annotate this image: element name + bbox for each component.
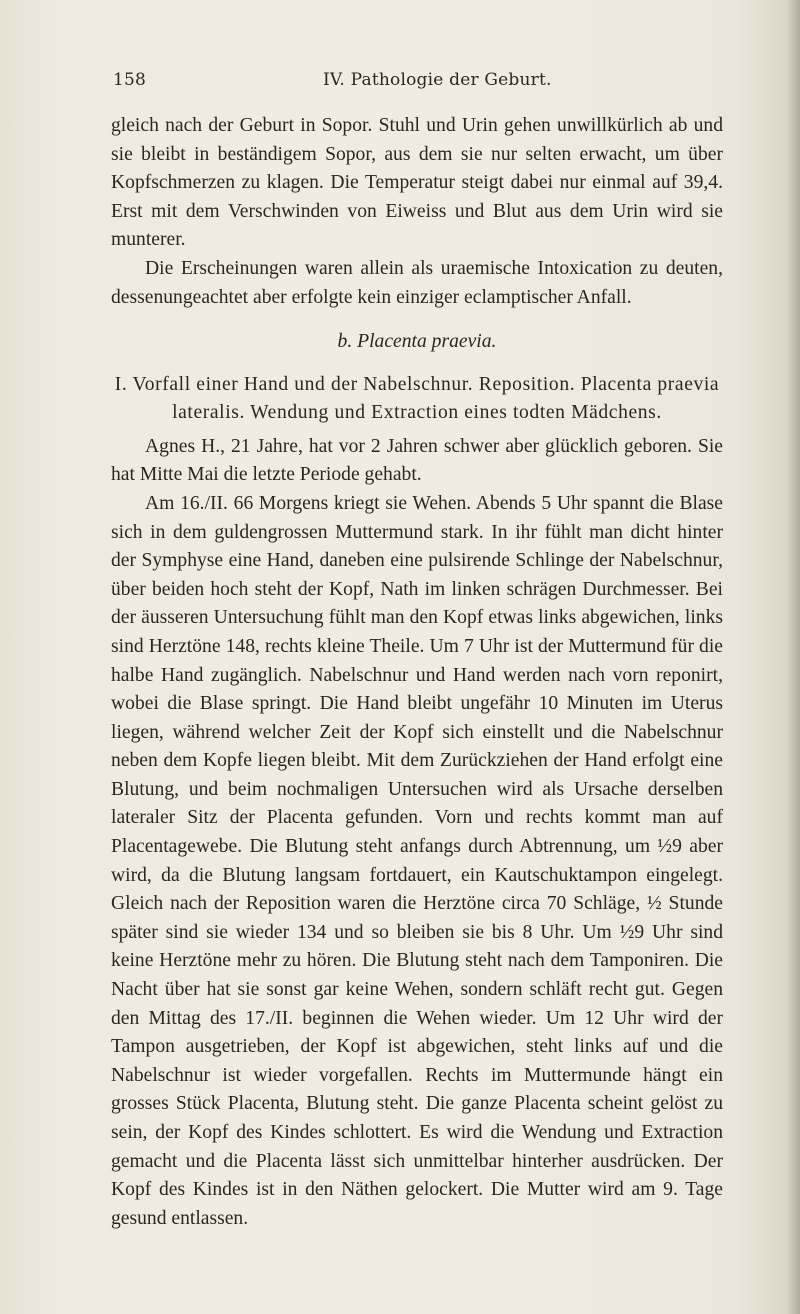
paragraph-case-course: Am 16./II. 66 Morgens kriegt sie Wehen. Abends 5 Uhr spannt die Blase sich in dem guldengrossen Muttermund stark. In ihr fühlt man dicht hinter der Symphyse eine Hand, daneben eine pulsirende Schlinge der Nabelschnur, über beiden hoch steht der Kopf, Nath im linken schrägen Durchmesser. Bei der äusseren Untersuchung fühlt man den Kopf etwas links abgewichen, links sind Herztöne 148, rechts kleine Theile. Um 7 Uhr ist der Muttermund für die halbe Hand zugänglich. Nabelschnur und Hand werden nach vorn reponirt, wobei die Blase springt. Die Hand bleibt ungefähr 10 Minuten im Uterus liegen, während welcher Zeit der Kopf sich einstellt und die Nabelschnur neben dem Kopfe liegen bleibt. Mit dem Zurückziehen der Hand erfolgt eine Blutung, und beim nochmaligen Untersuchen wird als Ursache derselben lateraler Sitz der Placenta gefunden. Vorn und rechts kommt man auf Placentagewebe. Die Blutung steht anfangs durch Abtrennung, um ½9 aber wird, da die Blutung langsam fortdauert, ein Kautschuktampon eingelegt. Gleich nach der Reposition waren die Herztöne circa 70 Schläge, ½ Stunde später sind sie wieder 134 und so bleiben sie bis 8 Uhr. Um ½9 Uhr sind keine Herztöne mehr zu hören. Die Blutung steht nach dem Tamponiren. Die Nacht über hat sie sonst gar keine Wehen, sondern schläft recht gut. Gegen den Mittag des 17./II. beginnen die Wehen wieder. Um 12 Uhr wird der Tampon ausgetrieben, der Kopf ist abgewichen, steht links auf und die Nabelschnur ist wieder vorgefallen. Rechts im Muttermunde hängt ein grosses Stück Placenta, Blutung steht. Die ganze Placenta scheint gelöst zu sein, der Kopf des Kindes schlottert. Es wird die Wendung und Extraction gemacht und die Placenta lässt sich unmittelbar hinterher ausdrücken. Der Kopf des Kindes ist in den Näthen gelockert. Die Mutter wird am 9. Tage gesund entlassen. <box>111 492 723 1229</box>
page-edge-shadow <box>786 0 800 1314</box>
page-body <box>111 112 723 1233</box>
running-title: IV. Pathologie der Geburt. <box>323 70 552 90</box>
paragraph-patient-intro: Agnes H., 21 Jahre, hat vor 2 Jahren schwer aber glücklich geboren. Sie hat Mitte Mai die letzte Periode gehabt. <box>111 435 723 486</box>
paragraph-continued: gleich nach der Geburt in Sopor. Stuhl und Urin gehen unwillkürlich ab und sie bleibt in beständigem Sopor, aus dem sie nur selten erwacht, um über Kopfschmerzen zu klagen. Die Temperatur steigt dabei nur einmal auf 39,4. Erst mit dem Verschwinden von Eiweiss und Blut aus dem Urin wird sie munterer. <box>111 115 723 251</box>
paragraph-interpretation: Die Erscheinungen waren allein als uraemische Intoxication zu deuten, dessenungeachtet aber erfolgte kein einziger eclamptischer Anfall. <box>111 257 723 308</box>
section-heading: b. Placenta praevia. <box>337 331 497 353</box>
case-title: I. Vorfall einer Hand und der Nabelschnur. Reposition. Placenta praevia lateralis. Wendung und Extraction eines todten Mädchens. <box>114 373 720 423</box>
page-number: 158 <box>113 70 147 90</box>
